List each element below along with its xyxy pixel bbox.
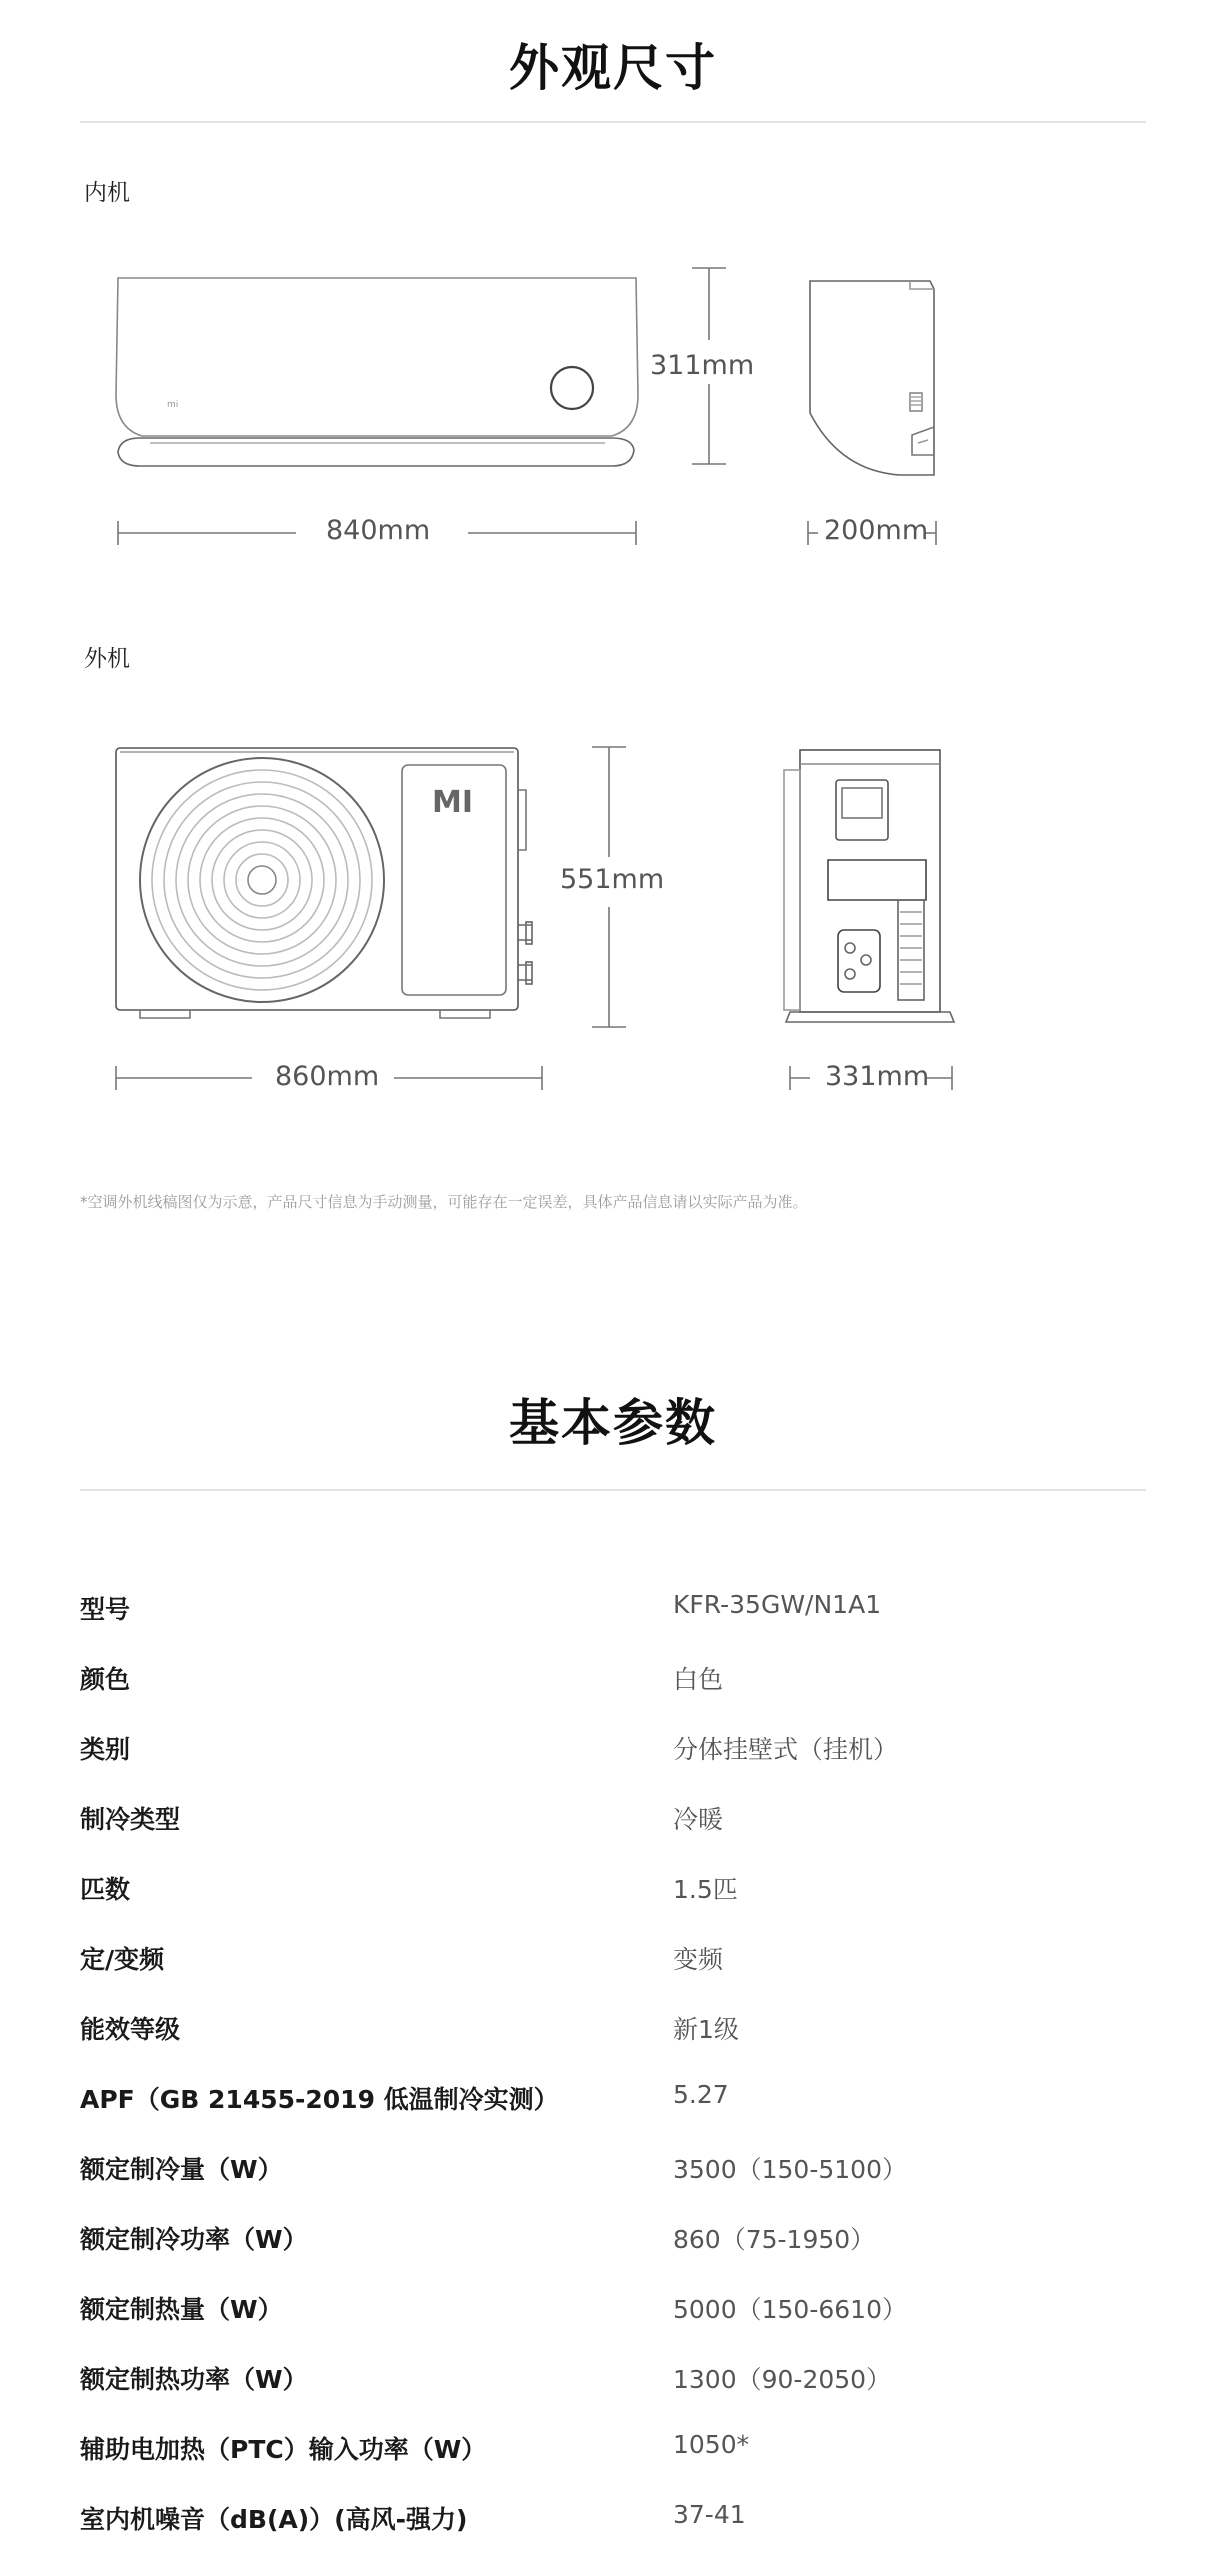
spec-label: 匹数 xyxy=(80,1875,131,1904)
spec-value: 分体挂壁式（挂机） xyxy=(673,1735,899,1764)
spec-value: 新1级 xyxy=(673,2015,739,2044)
spec-value: 3500（150-5100） xyxy=(673,2155,907,2184)
spec-row xyxy=(0,1730,1226,1770)
indoor-brand-logo: mi xyxy=(167,400,179,410)
spec-row xyxy=(0,1660,1226,1700)
indoor-depth-value: 200mm xyxy=(824,515,929,546)
spec-label: 制冷类型 xyxy=(80,1805,181,1834)
spec-label: 能效等级 xyxy=(80,2015,181,2044)
indoor-height-value: 311mm xyxy=(650,350,755,381)
spec-row xyxy=(0,2500,1226,2540)
specs-divider xyxy=(80,1489,1146,1491)
spec-value: 860（75-1950） xyxy=(673,2225,876,2254)
spec-row xyxy=(0,2220,1226,2260)
spec-row xyxy=(0,1590,1226,1630)
spec-value: KFR-35GW/N1A1 xyxy=(673,1590,882,1619)
spec-label: 颜色 xyxy=(80,1665,131,1694)
outdoor-depth-value: 331mm xyxy=(825,1061,930,1092)
spec-row xyxy=(0,2290,1226,2330)
spec-value: 变频 xyxy=(673,1945,724,1974)
spec-value: 1.5匹 xyxy=(673,1875,738,1904)
spec-label: 辅助电加热（PTC）输入功率（W） xyxy=(80,2435,487,2464)
spec-value: 1050* xyxy=(673,2430,750,2459)
spec-value: 冷暖 xyxy=(673,1805,724,1834)
spec-label: APF（GB 21455-2019 低温制冷实测） xyxy=(80,2085,559,2114)
spec-row xyxy=(0,2150,1226,2190)
spec-label: 额定制热功率（W） xyxy=(80,2365,308,2394)
spec-value: 5000（150-6610） xyxy=(673,2295,907,2324)
dimensions-title: 外观尺寸 xyxy=(509,39,717,97)
spec-row xyxy=(0,1940,1226,1980)
dimensions-disclaimer: *空调外机线稿图仅为示意，产品尺寸信息为手动测量，可能存在一定误差，具体产品信息请以实际产品为准。 xyxy=(80,1193,808,1211)
spec-label: 类别 xyxy=(80,1735,131,1764)
outdoor-label: 外机 xyxy=(84,646,130,672)
outdoor-unit-front-drawing xyxy=(0,740,560,1030)
indoor-label: 内机 xyxy=(84,180,130,206)
spec-value: 5.27 xyxy=(673,2080,729,2109)
spec-value: 白色 xyxy=(673,1665,724,1694)
outdoor-height-value: 551mm xyxy=(560,864,665,895)
spec-row xyxy=(0,1870,1226,1910)
spec-label: 型号 xyxy=(80,1595,131,1624)
spec-label: 额定制冷量（W） xyxy=(80,2155,283,2184)
spec-label: 室内机噪音（dB(A)）(高风-强力) xyxy=(80,2505,468,2534)
spec-value: 1300（90-2050） xyxy=(673,2365,892,2394)
spec-row xyxy=(0,1800,1226,1840)
spec-row xyxy=(0,2080,1226,2120)
dimensions-divider xyxy=(80,121,1146,123)
spec-label: 额定制热量（W） xyxy=(80,2295,283,2324)
outdoor-width-value: 860mm xyxy=(275,1061,380,1092)
spec-value: 37-41 xyxy=(673,2500,746,2529)
spec-label: 额定制冷功率（W） xyxy=(80,2225,308,2254)
outdoor-brand-logo: MI xyxy=(432,785,474,820)
spec-row xyxy=(0,2360,1226,2400)
indoor-width-value: 840mm xyxy=(326,515,431,546)
spec-row xyxy=(0,2430,1226,2470)
indoor-unit-side-drawing xyxy=(800,275,950,495)
outdoor-unit-side-drawing xyxy=(780,740,960,1040)
spec-label: 定/变频 xyxy=(80,1945,165,1974)
spec-row xyxy=(0,2010,1226,2050)
specs-title: 基本参数 xyxy=(509,1394,717,1452)
